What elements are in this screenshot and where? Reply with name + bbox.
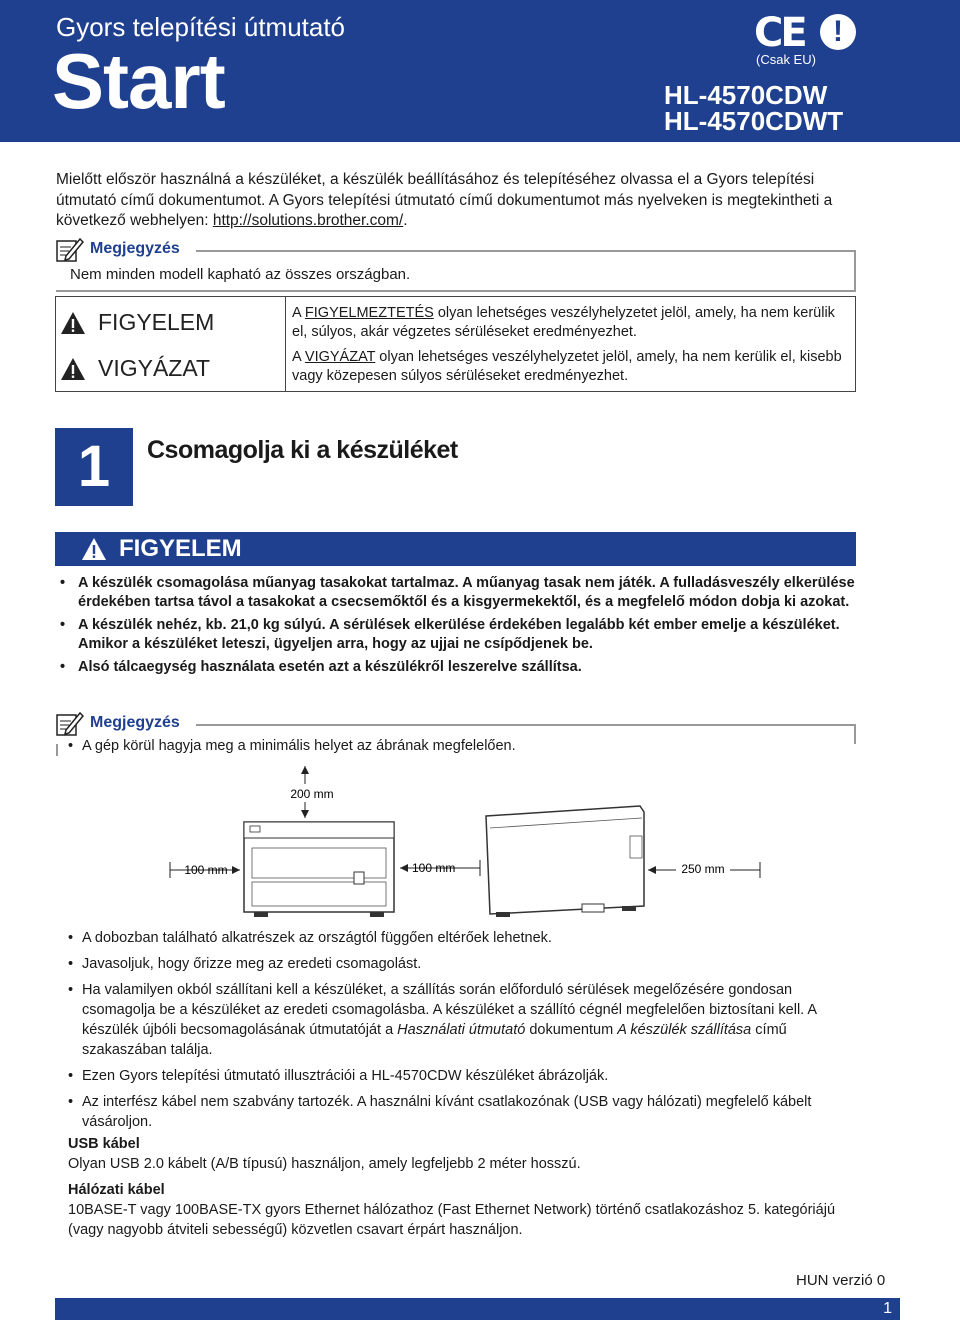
warning-label: FIGYELEM: [98, 309, 215, 335]
right-arrow-head: [648, 866, 656, 874]
intro-text-end: .: [403, 212, 408, 229]
caution-label: VIGYÁZAT: [98, 355, 211, 381]
dim-right: 250 mm: [681, 862, 725, 876]
usb-cable-text: Olyan USB 2.0 kábelt (A/B típusú) használjon, amely legfeljebb 2 méter hosszú.: [68, 1156, 581, 1172]
desc-prefix: A: [292, 305, 305, 321]
list-item: • A gép körül hagyja meg a minimális helyet az ábrának megfelelően.: [68, 736, 848, 756]
step-number-box: 1: [55, 428, 133, 506]
note-left-tick: [56, 744, 58, 756]
note-pencil-icon: [56, 236, 84, 262]
note-text: Nem minden modell kapható az összes országban.: [70, 266, 411, 283]
header-banner: [0, 0, 960, 142]
list-item: • Ezen Gyors telepítési útmutató illusztrációi a HL-4570CDW készüléket ábrázolják.: [68, 1066, 848, 1086]
region-note: (Csak EU): [756, 52, 816, 67]
left-arrow-head: [232, 866, 240, 874]
printer-front-view: [244, 822, 394, 917]
list-item: [68, 980, 848, 1060]
usb-cable-title: USB kábel: [68, 1136, 140, 1152]
intro-text: Mielőtt először használná a készüléket, a készülék beállításához és telepítéséhez olvassa el a Gyors telepítési útmutató című dokumentumot. A Gyors telepítési útmutató című dokumentumot más nyelveken is megtekintheti a következő webhelyen:: [56, 171, 833, 229]
warning-triangle-icon: [60, 311, 86, 335]
top-arrow-head: [301, 810, 309, 818]
caution-label-row: [60, 355, 210, 382]
note-header: [56, 710, 180, 736]
network-cable-title: Hálózati kábel: [68, 1182, 165, 1198]
printer-side-view: [486, 806, 644, 917]
warning-label-row: [60, 309, 214, 336]
list-item: • Az interfész kábel nem szabvány tartozék. A használni kívánt csatlakozónak (USB vagy hálózati) megfelelő kábelt vásároljon.: [68, 1092, 848, 1132]
manual-reference: Használati útmutató: [397, 1022, 526, 1038]
brother-solutions-link[interactable]: http://solutions.brother.com/: [212, 212, 404, 229]
version-label: HUN verzió 0: [796, 1272, 886, 1289]
note-label: Megjegyzés: [90, 714, 180, 731]
alert-circle-icon: !: [820, 14, 856, 50]
warning-definition-table: [55, 296, 856, 392]
section-reference: A készülék szállítása: [617, 1022, 752, 1038]
desc-prefix: A: [292, 349, 305, 365]
note-pencil-icon: [56, 710, 84, 736]
caution-triangle-icon: [60, 357, 86, 381]
model-name-1: HL-4570CDW: [664, 80, 828, 110]
clearance-diagram: [160, 756, 780, 926]
warning-term: FIGYELMEZTETÉS: [304, 305, 434, 321]
model-name-2: HL-4570CDWT: [664, 106, 844, 136]
item-text: Ha valamilyen okból szállítani kell a készüléket, a szállítás során előforduló sérülések megelőzésére gondosan csomagolja be a készüléket az eredeti csomagolásba. A készüléket a szállító cégnél megfelelően biztosítani kell. A készülék újbóli becsomagolásának útmutatóját a: [82, 982, 817, 1038]
warning-description: [292, 304, 852, 342]
cable-info: [68, 1134, 848, 1240]
step-title: Csomagolja ki a készüléket: [147, 436, 458, 464]
list-item: • Alsó tálcaegység használata esetén azt a készülékről leszerelve szállítsa.: [58, 658, 858, 677]
dim-left: 100 mm: [184, 863, 228, 877]
ce-mark-block: [752, 10, 862, 70]
table-divider: [285, 297, 286, 391]
caution-term: VIGYÁZAT: [304, 349, 376, 365]
guide-subtitle: Gyors telepítési útmutató: [56, 12, 346, 42]
note-label: Megjegyzés: [90, 240, 180, 257]
item-text: című szakaszában találja.: [82, 1022, 787, 1058]
note-bottom-rule: [56, 290, 856, 292]
network-cable-text: 10BASE-T vagy 100BASE-TX gyors Ethernet hálózathoz (Fast Ethernet Network) történő csatlakozáshoz 5. kategóriájú (vagy nagyobb átviteli sebességű) közvetlen csavart érpárt használjon.: [68, 1202, 836, 1238]
list-item: • Javasoljuk, hogy őrizze meg az eredeti csomagolást.: [68, 954, 848, 974]
warning-list: [58, 574, 858, 681]
dim-top: 200 mm: [290, 787, 334, 801]
note-box-1: [56, 236, 856, 296]
note-header: [56, 236, 180, 262]
top-arrow-head: [301, 766, 309, 774]
list-item: • A készülék csomagolása műanyag tasakokat tartalmaz. A műanyag tasak nem játék. A fulladásveszély elkerülése érdekében tartsa távol a tasakokat a csecsemőktől és a kisgyermekektől, és a megfelelő módon dobja ki azokat.: [58, 574, 858, 612]
warning-desc-text: olyan lehetséges veszélyhelyzetet jelöl, amely, ha nem kerülik el, súlyos, akár végzetes sérüléseket eredményezhet.: [292, 305, 835, 340]
note2-list-b: [68, 928, 848, 1138]
middle-arrow-head: [400, 864, 408, 872]
dim-middle: 100 mm: [412, 861, 456, 875]
page-title: Start: [52, 37, 225, 125]
page-number: 1: [883, 1300, 892, 1317]
caution-desc-text: olyan lehetséges veszélyhelyzetet jelöl, amely, ha nem kerülik el, kisebb vagy közepesen súlyos sérüléseket eredményezhet.: [292, 349, 842, 384]
intro-paragraph: [56, 170, 866, 232]
warning-triangle-icon: [81, 537, 107, 561]
ce-mark-icon: CE: [754, 10, 805, 56]
warning-banner: [55, 532, 856, 566]
footer-bar: [55, 1298, 900, 1320]
list-item: • A készülék nehéz, kb. 21,0 kg súlyú. A sérülések elkerülése érdekében legalább két ember emelje a készüléket. Amikor a készüléket leteszi, ügyeljen arra, hogy az ujjai ne csípődjenek be.: [58, 616, 858, 654]
warning-banner-label: FIGYELEM: [119, 535, 242, 562]
item-text: dokumentum: [525, 1022, 618, 1038]
caution-description: [292, 348, 852, 386]
list-item: • A dobozban található alkatrészek az országtól függően eltérőek lehetnek.: [68, 928, 848, 948]
